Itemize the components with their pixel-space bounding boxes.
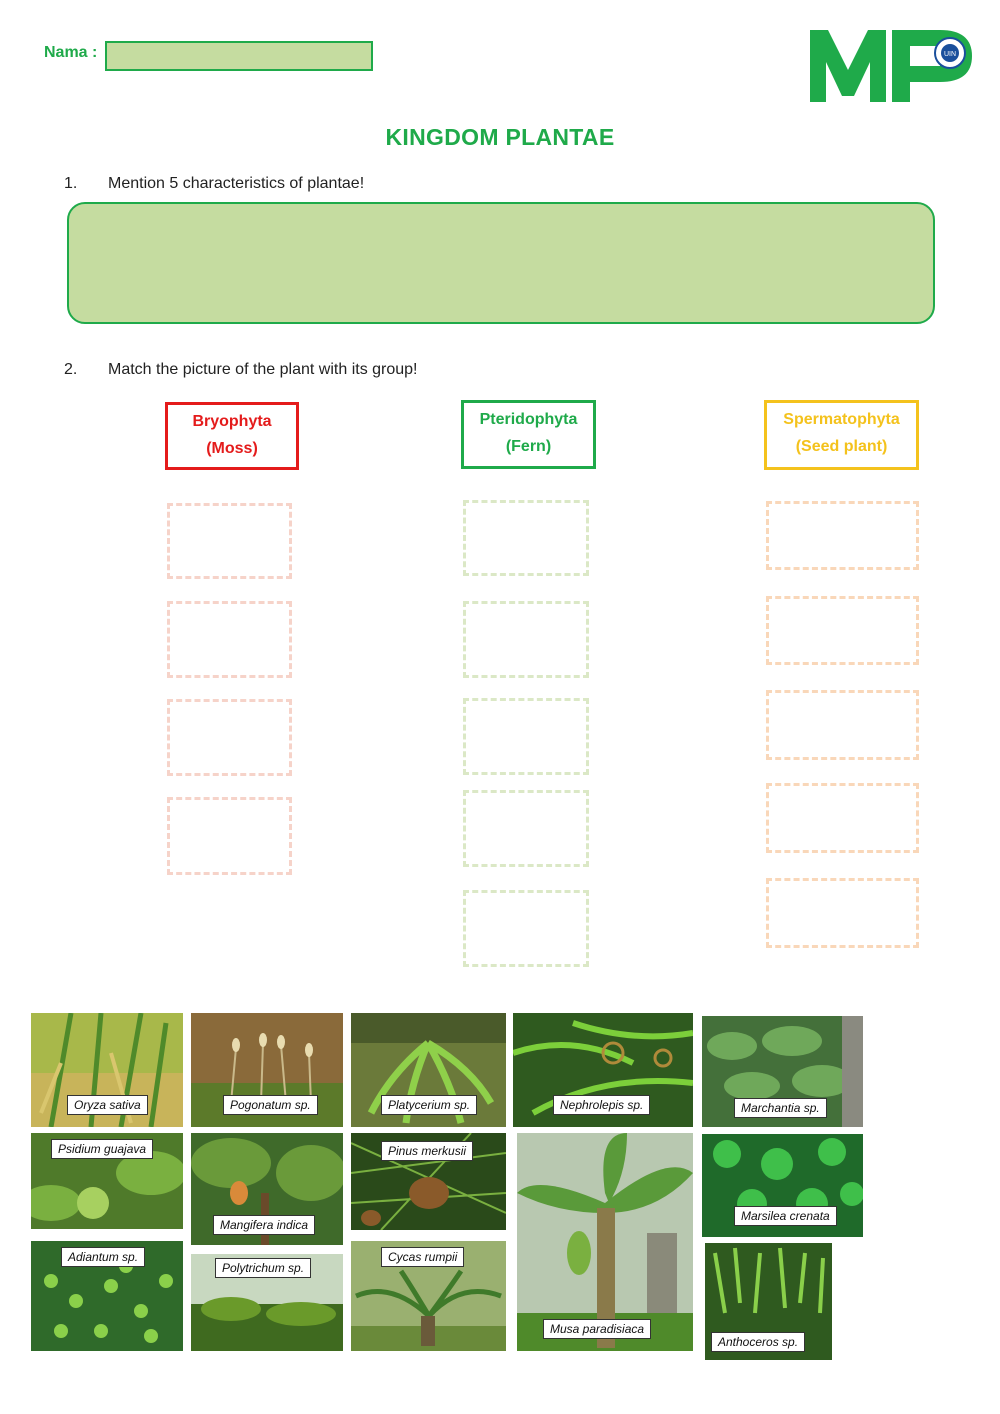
drop-zone-pteridophyta[interactable] [463,698,589,775]
drop-zone-bryophyta[interactable] [167,503,292,579]
plant-card-pinus-merkusii[interactable] [351,1133,506,1230]
drop-zone-spermatophyta[interactable] [766,783,919,853]
plant-card-cycas-rumpii[interactable] [351,1241,506,1351]
plant-card-polytrichum[interactable] [191,1254,343,1351]
question-number: 1. [64,175,78,192]
plant-label: Cycas rumpii [381,1247,464,1267]
plant-card-platycerium[interactable] [351,1013,506,1127]
plant-card-psidium-guajava[interactable] [31,1133,183,1229]
plant-label: Nephrolepis sp. [553,1095,650,1115]
drop-zone-bryophyta[interactable] [167,699,292,776]
group-spermatophyta [764,400,919,470]
group-subtitle: (Fern) [505,438,552,455]
plant-label: Musa paradisiaca [543,1319,651,1339]
logo [808,26,976,104]
plant-card-musa-paradisiaca[interactable] [517,1133,693,1351]
svg-text:UIN: UIN [943,51,957,58]
plant-card-anthoceros[interactable] [705,1243,832,1360]
drop-zone-bryophyta[interactable] [167,601,292,678]
drop-zone-pteridophyta[interactable] [463,790,589,867]
question-number: 2. [64,361,78,378]
name-label: Nama : [44,44,98,61]
plant-card-pogonatum[interactable] [191,1013,343,1127]
plant-card-oryza-sativa[interactable] [31,1013,183,1127]
drop-zone-pteridophyta[interactable] [463,601,589,678]
plant-card-marsilea-crenata[interactable] [702,1134,863,1237]
group-subtitle: (Moss) [206,440,258,457]
question-text: Match the picture of the plant with its group! [108,361,418,378]
drop-zone-pteridophyta[interactable] [463,890,589,967]
drop-zone-spermatophyta[interactable] [766,690,919,760]
group-pteridophyta [461,400,596,469]
question-1 [0,175,1000,195]
plant-label: Platycerium sp. [381,1095,477,1115]
plant-label: Pogonatum sp. [223,1095,318,1115]
name-input[interactable] [105,41,373,71]
plant-card-adiantum[interactable] [31,1241,183,1351]
group-name: Bryophyta [192,413,272,430]
drop-zone-spermatophyta[interactable] [766,501,919,570]
plant-label: Anthoceros sp. [711,1332,805,1352]
plant-label: Marchantia sp. [734,1098,827,1118]
question-text: Mention 5 characteristics of plantae! [108,175,365,192]
plant-label: Adiantum sp. [61,1247,145,1267]
plant-card-nephrolepis[interactable] [513,1013,693,1127]
drop-zone-pteridophyta[interactable] [463,500,589,576]
group-name: Pteridophyta [479,411,578,428]
plant-label: Oryza sativa [67,1095,148,1115]
plant-card-mangifera-indica[interactable] [191,1133,343,1245]
drop-zone-bryophyta[interactable] [167,797,292,875]
group-subtitle: (Seed plant) [795,438,888,455]
plant-label: Polytrichum sp. [215,1258,311,1278]
drop-zone-spermatophyta[interactable] [766,596,919,665]
drop-zone-spermatophyta[interactable] [766,878,919,948]
plant-label: Mangifera indica [213,1215,315,1235]
answer-textbox[interactable] [67,202,935,324]
plant-label: Psidium guajava [51,1139,153,1159]
plant-label: Pinus merkusii [381,1141,473,1161]
plant-card-marchantia[interactable] [702,1016,863,1127]
page-title: KINGDOM PLANTAE [385,124,615,150]
question-2 [0,361,1000,381]
group-bryophyta [165,402,299,470]
group-name: Spermatophyta [783,411,900,428]
plant-label: Marsilea crenata [734,1206,837,1226]
